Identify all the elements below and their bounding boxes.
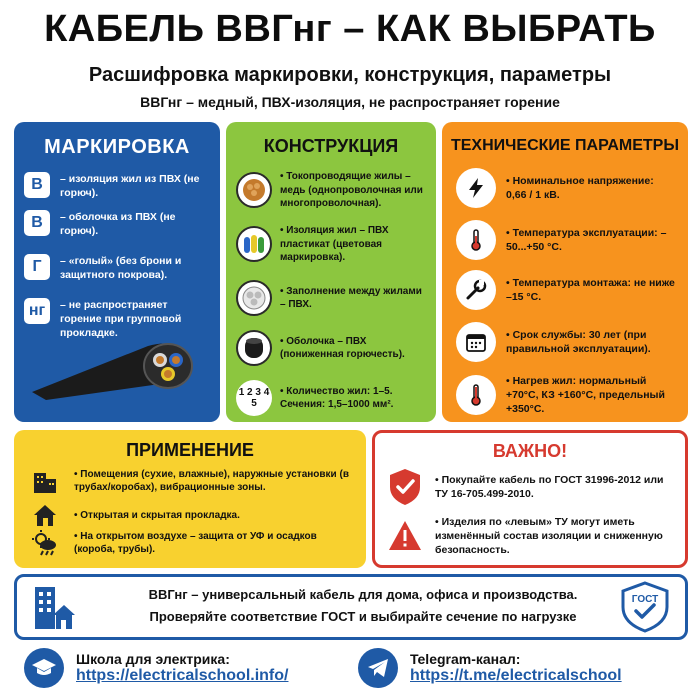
technical-title: ТЕХНИЧЕСКИЕ ПАРАМЕТРЫ	[450, 137, 679, 154]
application-item	[30, 528, 354, 558]
warning-icon	[387, 518, 423, 554]
marking-letter: В	[24, 172, 50, 198]
page-subtitle: Расшифровка маркировки, конструкция, параметры	[88, 64, 612, 86]
wrench-icon	[456, 270, 496, 310]
application-title: ПРИМЕНЕНИЕ	[126, 440, 254, 460]
important-text: • Изделия по «левым» ТУ могут иметь изменённый состав изоляции и сниженную безопасность.	[435, 516, 663, 556]
marking-title: МАРКИРОВКА	[44, 136, 190, 158]
important-title: ВАЖНО!	[492, 441, 568, 461]
technical-item	[456, 270, 676, 310]
marking-letter: нг	[24, 298, 50, 324]
page-title: КАБЕЛЬ ВВГнг – КАК ВЫБРАТЬ	[44, 8, 656, 50]
shield-check-icon	[387, 467, 423, 507]
application-item	[30, 500, 354, 530]
technical-item	[456, 168, 676, 208]
marking-text: – изоляция жил из ПВХ (не горюч).	[60, 173, 200, 199]
construction-panel	[226, 122, 436, 422]
footer-telegram	[358, 648, 622, 688]
lightning-icon	[456, 168, 496, 208]
summary-banner	[14, 574, 688, 640]
filling-icon	[236, 280, 272, 316]
footer-school-label: Школа для электрика:	[76, 651, 230, 667]
construction-text: • Оболочка – ПВХ (пониженная горючесть).	[280, 335, 405, 360]
technical-text: • Нагрев жил: нормальный +70°С, КЗ +160°С, предельный +350°С.	[506, 375, 665, 415]
footer-school	[24, 648, 288, 688]
telegram-icon	[358, 648, 398, 688]
construction-item	[236, 380, 428, 416]
footer-school-link[interactable]: https://electricalschool.info/	[76, 667, 289, 684]
sheath-icon	[236, 330, 272, 366]
gost-badge	[619, 581, 671, 633]
technical-item	[456, 220, 676, 260]
construction-item	[236, 224, 428, 265]
footer-telegram-label: Telegram-канал:	[410, 651, 521, 667]
technical-item	[456, 322, 676, 362]
application-text: • Помещения (сухие, влажные), наружные установки (в трубах/коробах), вибрационные зоны.	[74, 469, 349, 493]
gost-badge-label: ГОСТ	[631, 594, 659, 605]
weather-icon	[30, 528, 60, 558]
marking-text: – не распространяет горение при групповой прокладке.	[60, 299, 182, 339]
construction-item	[236, 170, 428, 211]
application-text: • Открытая и скрытая прокладка.	[74, 509, 240, 521]
calendar-icon	[456, 322, 496, 362]
house-icon	[30, 500, 60, 530]
construction-text: • Количество жил: 1–5. Сечения: 1,5–1000 мм².	[280, 385, 394, 410]
important-text: • Покупайте кабель по ГОСТ 31996-2012 или ТУ 16-705.499-2010.	[435, 474, 664, 500]
application-text: • На открытом воздухе – защита от УФ и осадков (короба, трубы).	[74, 531, 317, 555]
marking-item	[24, 210, 210, 238]
banner-line-1: ВВГнг – универсальный кабель для дома, офиса и производства.	[148, 587, 578, 602]
application-panel	[14, 430, 366, 568]
technical-item	[456, 374, 676, 416]
construction-text: • Изоляция жил – ПВХ пластикат (цветовая маркировка).	[280, 225, 389, 263]
marking-item	[24, 172, 210, 200]
application-item	[30, 466, 354, 496]
technical-text: • Номинальное напряжение: 0,66 / 1 кВ.	[506, 175, 654, 201]
construction-text: • Заполнение между жилами – ПВХ.	[280, 285, 422, 310]
construction-title: КОНСТРУКЦИЯ	[263, 136, 399, 156]
copper-wires-icon	[236, 172, 272, 208]
insulation-cores-icon	[236, 226, 272, 262]
footer-telegram-link[interactable]: https://t.me/electricalschool	[410, 667, 622, 684]
page-description: ВВГнг – медный, ПВХ-изоляция, не распространяет горение	[140, 94, 560, 110]
marking-letter: В	[24, 210, 50, 236]
cable-cross-section-icon	[28, 338, 198, 402]
banner-line-2: Проверяйте соответствие ГОСТ и выбирайте сечение по нагрузке	[149, 609, 577, 624]
building-house-icon	[31, 583, 75, 631]
technical-text: • Температура монтажа: не ниже –15 °С.	[506, 277, 675, 303]
technical-text: • Температура эксплуатации: –50...+50 °С.	[506, 227, 667, 253]
technical-panel	[442, 122, 688, 422]
marking-text: – оболочка из ПВХ (не горюч).	[60, 211, 176, 237]
marking-item	[24, 298, 210, 340]
thermometer-icon	[456, 220, 496, 260]
important-item	[387, 515, 671, 557]
graduation-cap-icon	[24, 648, 64, 688]
core-count-label: 1 2 3 4 5	[238, 387, 270, 409]
marking-item	[24, 254, 210, 282]
thermometer-hot-icon	[456, 375, 496, 415]
technical-text: • Срок службы: 30 лет (при правильной эксплуатации).	[506, 329, 651, 355]
marking-text: – «голый» (без брони и защитного покрова).	[60, 255, 182, 281]
important-panel	[372, 430, 688, 568]
important-item	[387, 467, 671, 507]
construction-item	[236, 330, 428, 366]
marking-letter: Г	[24, 254, 50, 280]
construction-text: • Токопроводящие жилы – медь (однопроволочная или многопроволочная).	[280, 171, 423, 209]
gost-shield-icon	[619, 581, 671, 633]
construction-item	[236, 280, 428, 316]
buildings-icon	[30, 466, 60, 496]
core-count-icon	[236, 380, 272, 416]
